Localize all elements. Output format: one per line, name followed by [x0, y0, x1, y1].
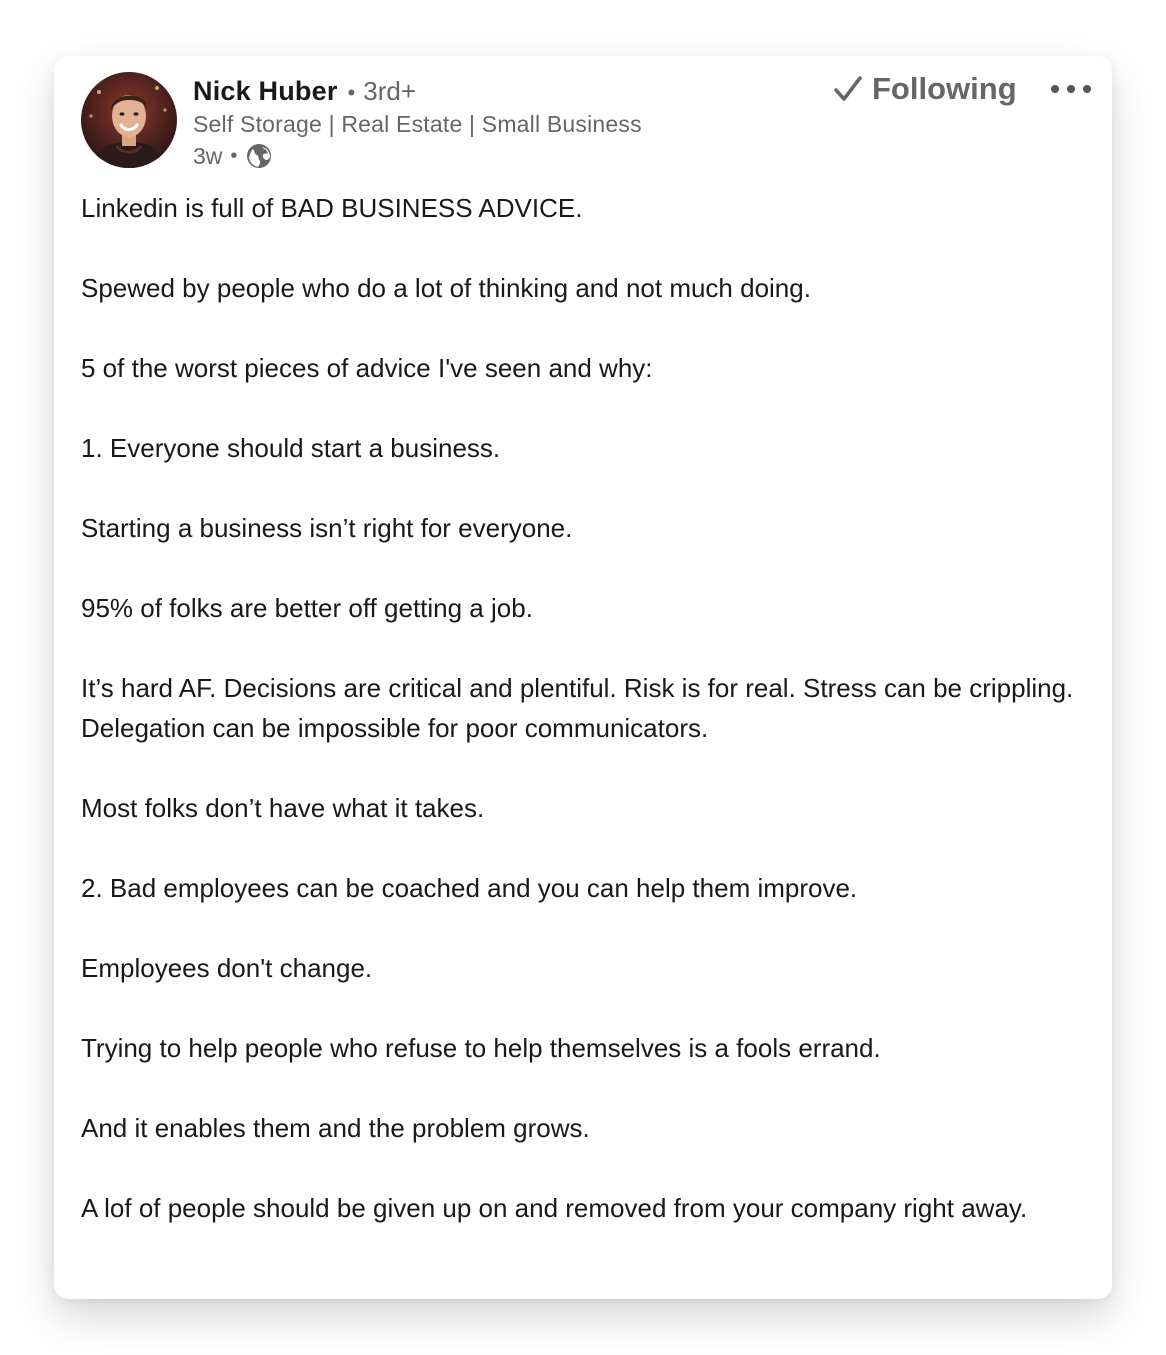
checkmark-icon — [833, 74, 863, 104]
post-timestamp[interactable]: 3w — [193, 142, 223, 169]
connection-degree: 3rd+ — [363, 76, 417, 106]
avatar-image — [81, 72, 177, 168]
post-paragraph: Employees don't change. — [81, 953, 373, 983]
post-paragraph: 5 of the worst pieces of advice I've seen and why: — [81, 353, 653, 383]
globe-icon — [245, 142, 273, 170]
author-name[interactable]: Nick Huber — [193, 76, 338, 106]
post-card — [54, 56, 1112, 1299]
post-paragraph: 1. Everyone should start a business. — [81, 433, 501, 463]
following-button[interactable] — [833, 68, 1017, 110]
post-body — [81, 188, 1081, 1268]
author-name-line — [193, 76, 416, 110]
post-paragraph: Trying to help people who refuse to help themselves is a fools errand. — [81, 1033, 881, 1063]
post-paragraph: 2. Bad employees can be coached and you can help them improve. — [81, 873, 858, 903]
post-paragraph: Starting a business isn’t right for everyone. — [81, 513, 573, 543]
author-headline: Self Storage | Real Estate | Small Business — [193, 111, 642, 137]
post-paragraph: 95% of folks are better off getting a job. — [81, 593, 533, 623]
post-paragraph: And it enables them and the problem grows. — [81, 1113, 590, 1143]
following-label: Following — [872, 71, 1017, 106]
ellipsis-icon — [1049, 83, 1093, 95]
post-paragraph: Linkedin is full of BAD BUSINESS ADVICE. — [81, 193, 583, 223]
post-paragraph: It’s hard AF. Decisions are critical and plentiful. Risk is for real. Stress can be crippling. Delegation can be impossible for poor communicators. — [81, 673, 1074, 743]
post-paragraph: A lof of people should be given up on and removed from your company right away. — [81, 1193, 1028, 1223]
more-options-button[interactable] — [1046, 72, 1096, 106]
post-paragraph: Most folks don’t have what it takes. — [81, 793, 485, 823]
post-meta — [193, 142, 273, 170]
separator-dot: • — [230, 144, 238, 167]
separator-dot: • — [347, 80, 356, 105]
author-avatar[interactable] — [81, 72, 177, 168]
post-paragraph: Spewed by people who do a lot of thinking and not much doing. — [81, 273, 811, 303]
